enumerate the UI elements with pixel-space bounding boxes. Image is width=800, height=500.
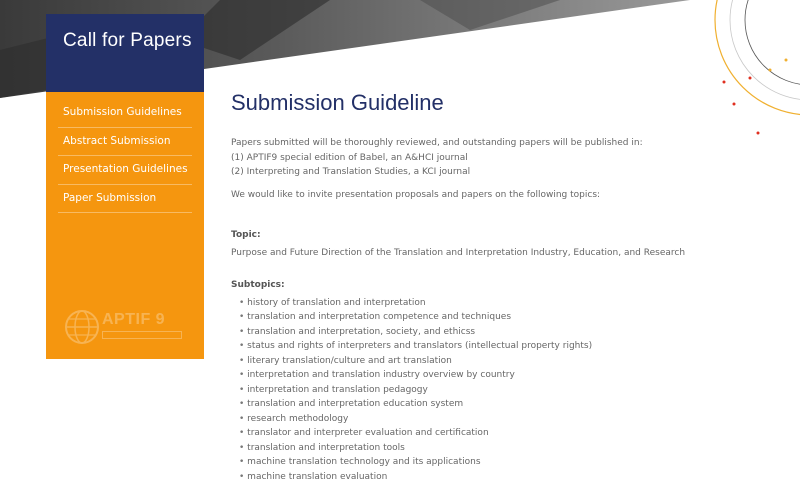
list-item: • interpretation and translation industry overview by country	[239, 368, 791, 383]
list-item: • literary translation/culture and art translation	[239, 354, 791, 369]
aptif-logo	[64, 309, 194, 345]
sidebar-menu	[46, 92, 204, 359]
list-item: • translation and interpretation education system	[239, 397, 791, 412]
list-item: • translation and interpretation, society, and ethicss	[239, 325, 791, 340]
intro-paragraph	[231, 136, 791, 180]
intro-line: Papers submitted will be thoroughly reviewed, and outstanding papers will be published in:	[231, 138, 643, 148]
sidebar-item-presentation-guidelines[interactable]: Presentation Guidelines	[58, 156, 192, 185]
logo-text: APTIF 9	[102, 311, 166, 328]
subtopics-list	[231, 296, 791, 485]
sidebar-item-abstract-submission[interactable]: Abstract Submission	[58, 128, 192, 157]
sidebar-header	[46, 14, 204, 92]
list-item: • status and rights of interpreters and translators (intellectual property rights)	[239, 339, 791, 354]
list-item: • research methodology	[239, 412, 791, 427]
globe-icon	[64, 309, 100, 345]
main-content	[231, 90, 791, 484]
topic-value: Purpose and Future Direction of the Translation and Interpretation Industry, Education, and Research	[231, 247, 686, 258]
page-title: Submission Guideline	[231, 90, 444, 115]
list-item: • interpretation and translation pedagogy	[239, 383, 791, 398]
sidebar	[46, 14, 204, 359]
list-item: • translation and interpretation tools	[239, 441, 791, 456]
list-item: • translation and interpretation competence and techniques	[239, 310, 791, 325]
topic-heading: Topic:	[231, 229, 261, 240]
subtopics-heading: Subtopics:	[231, 279, 285, 290]
sidebar-title: Call for Papers	[63, 30, 192, 51]
list-item: • history of translation and interpretation	[239, 296, 791, 311]
list-item: • machine translation evaluation	[239, 470, 791, 485]
list-item: • translator and interpreter evaluation and certification	[239, 426, 791, 441]
sidebar-item-submission-guidelines[interactable]: Submission Guidelines	[58, 99, 192, 128]
list-item: • machine translation technology and its applications	[239, 455, 791, 470]
intro-line: (2) Interpreting and Translation Studies, a KCI journal	[231, 167, 471, 177]
intro-line: (1) APTIF9 special edition of Babel, an A&HCI journal	[231, 152, 468, 163]
invite-text: We would like to invite presentation proposals and papers on the following topics:	[231, 189, 601, 200]
sidebar-item-paper-submission[interactable]: Paper Submission	[58, 185, 192, 214]
logo-bar	[102, 331, 182, 339]
